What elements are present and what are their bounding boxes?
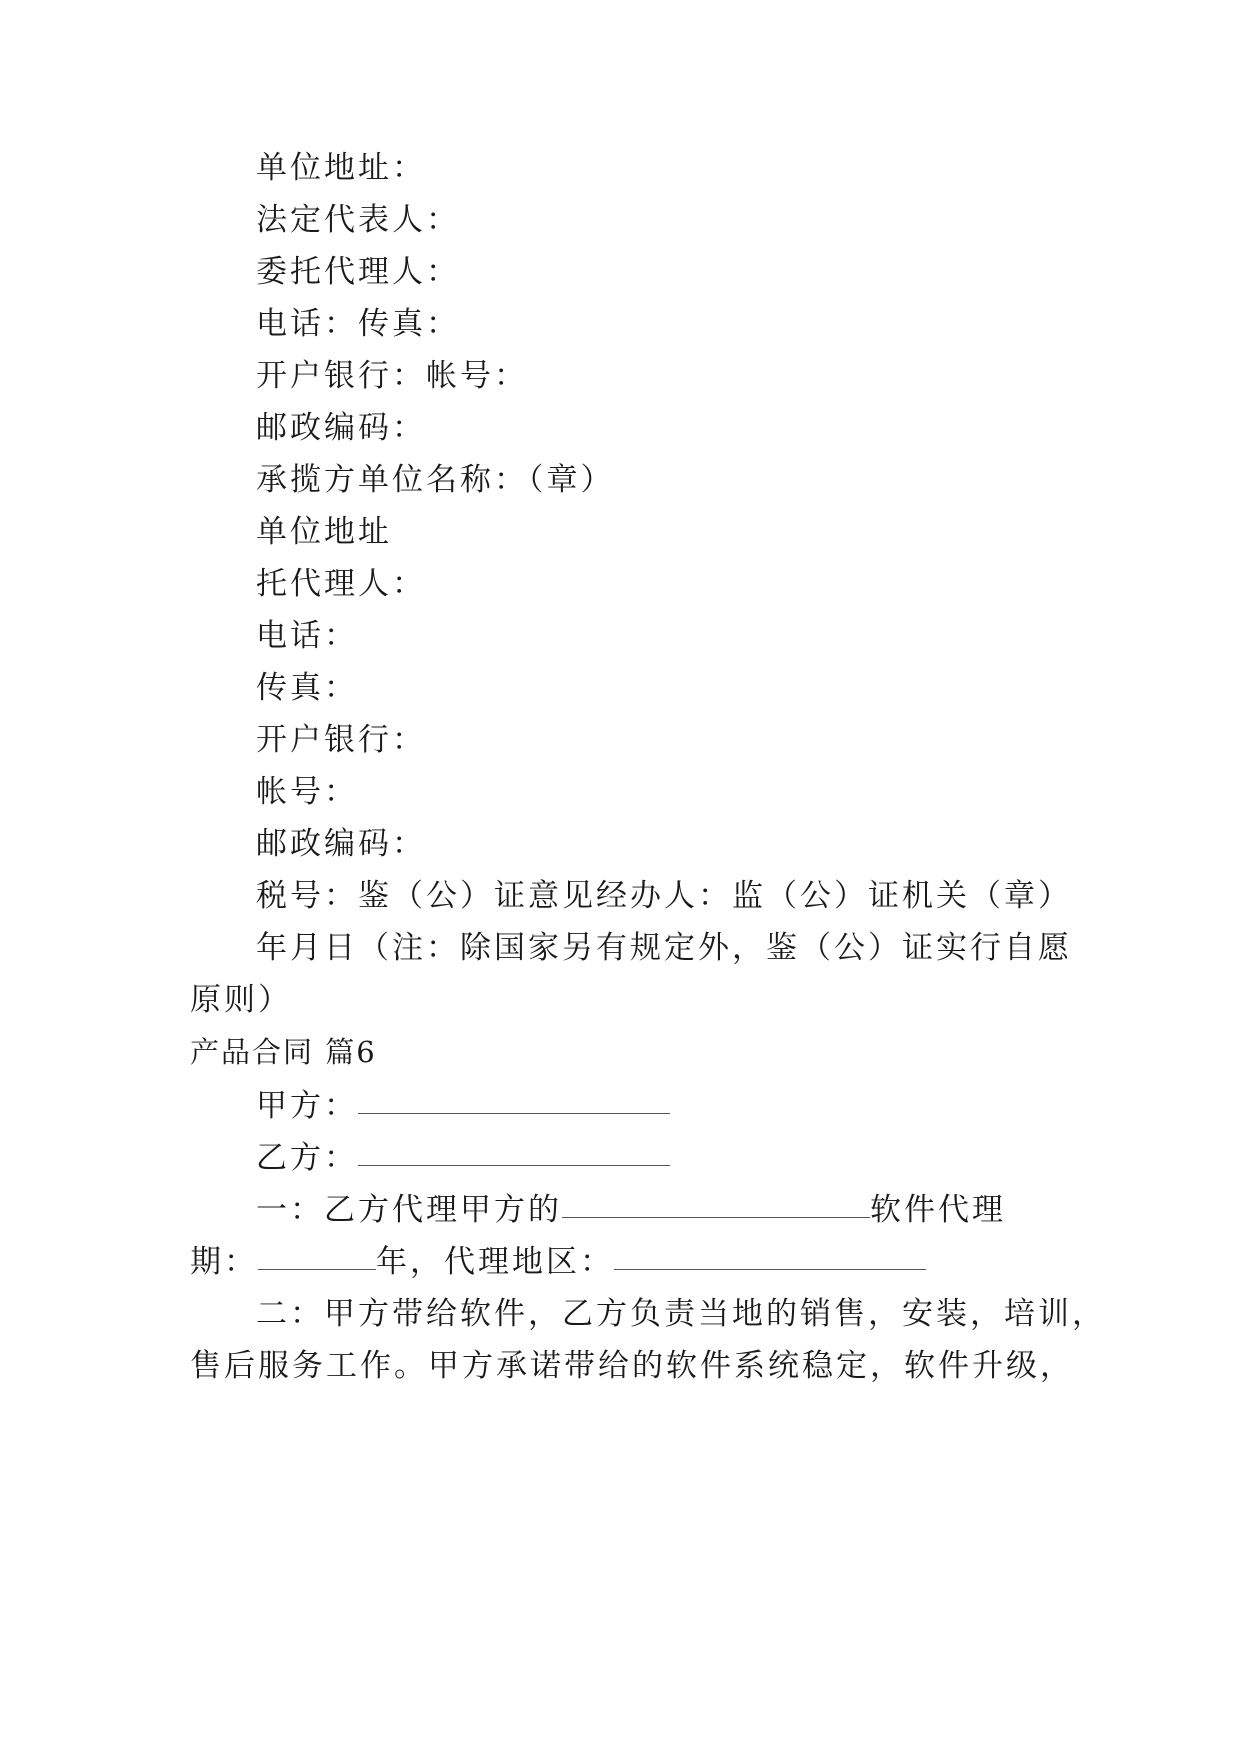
party-a-legal-rep-label: 法定代表人： — [256, 202, 460, 238]
party-a-row — [256, 1086, 670, 1126]
party-a-postcode-label: 邮政编码： — [256, 410, 426, 446]
contractor-address-label: 单位地址 — [256, 514, 392, 550]
signoff-line-2: 年月日（注：除国家另有规定外，鉴（公）证实行自愿 — [256, 930, 1072, 966]
party-a-phone-fax-label: 电话：传真： — [256, 306, 460, 342]
contractor-fax-label: 传真： — [256, 670, 358, 706]
agency-region-blank — [614, 1268, 926, 1270]
contractor-postcode-label: 邮政编码： — [256, 826, 426, 862]
signoff-line-3: 原则） — [190, 982, 292, 1018]
clause-1-text-a: 一：乙方代理甲方的 — [256, 1192, 562, 1228]
party-a-blank — [358, 1112, 670, 1114]
clause-2-line-1: 二：甲方带给软件，乙方负责当地的销售，安装，培训， — [256, 1296, 1106, 1332]
contractor-agent-label: 托代理人： — [256, 566, 426, 602]
party-b-label: 乙方： — [256, 1140, 358, 1176]
party-a-agent-label: 委托代理人： — [256, 254, 460, 290]
signoff-line-1: 税号：鉴（公）证意见经办人：监（公）证机关（章） — [256, 878, 1072, 914]
clause-1-line-1 — [256, 1190, 1006, 1230]
contractor-bank-label: 开户银行： — [256, 722, 426, 758]
agency-years-blank — [258, 1268, 376, 1270]
party-a-label: 甲方： — [256, 1088, 358, 1124]
clause-1-region-label: 年，代理地区： — [376, 1244, 614, 1280]
clause-2-line-2: 售后服务工作。甲方承诺带给的软件系统稳定，软件升级， — [190, 1348, 1074, 1384]
software-name-blank — [562, 1216, 870, 1218]
contractor-phone-label: 电话： — [256, 618, 358, 654]
clause-1-period-label: 期： — [190, 1244, 258, 1280]
contractor-name-label: 承揽方单位名称：（章） — [256, 462, 615, 498]
party-b-blank — [358, 1164, 670, 1166]
party-a-bank-account-label: 开户银行：帐号： — [256, 358, 528, 394]
party-a-address-label: 单位地址： — [256, 150, 426, 186]
section-title: 产品合同 篇6 — [190, 1035, 377, 1069]
contractor-account-label: 帐号： — [256, 774, 358, 810]
clause-1-line-2 — [190, 1242, 926, 1282]
party-b-row — [256, 1138, 670, 1178]
clause-1-text-b: 软件代理 — [870, 1192, 1006, 1228]
